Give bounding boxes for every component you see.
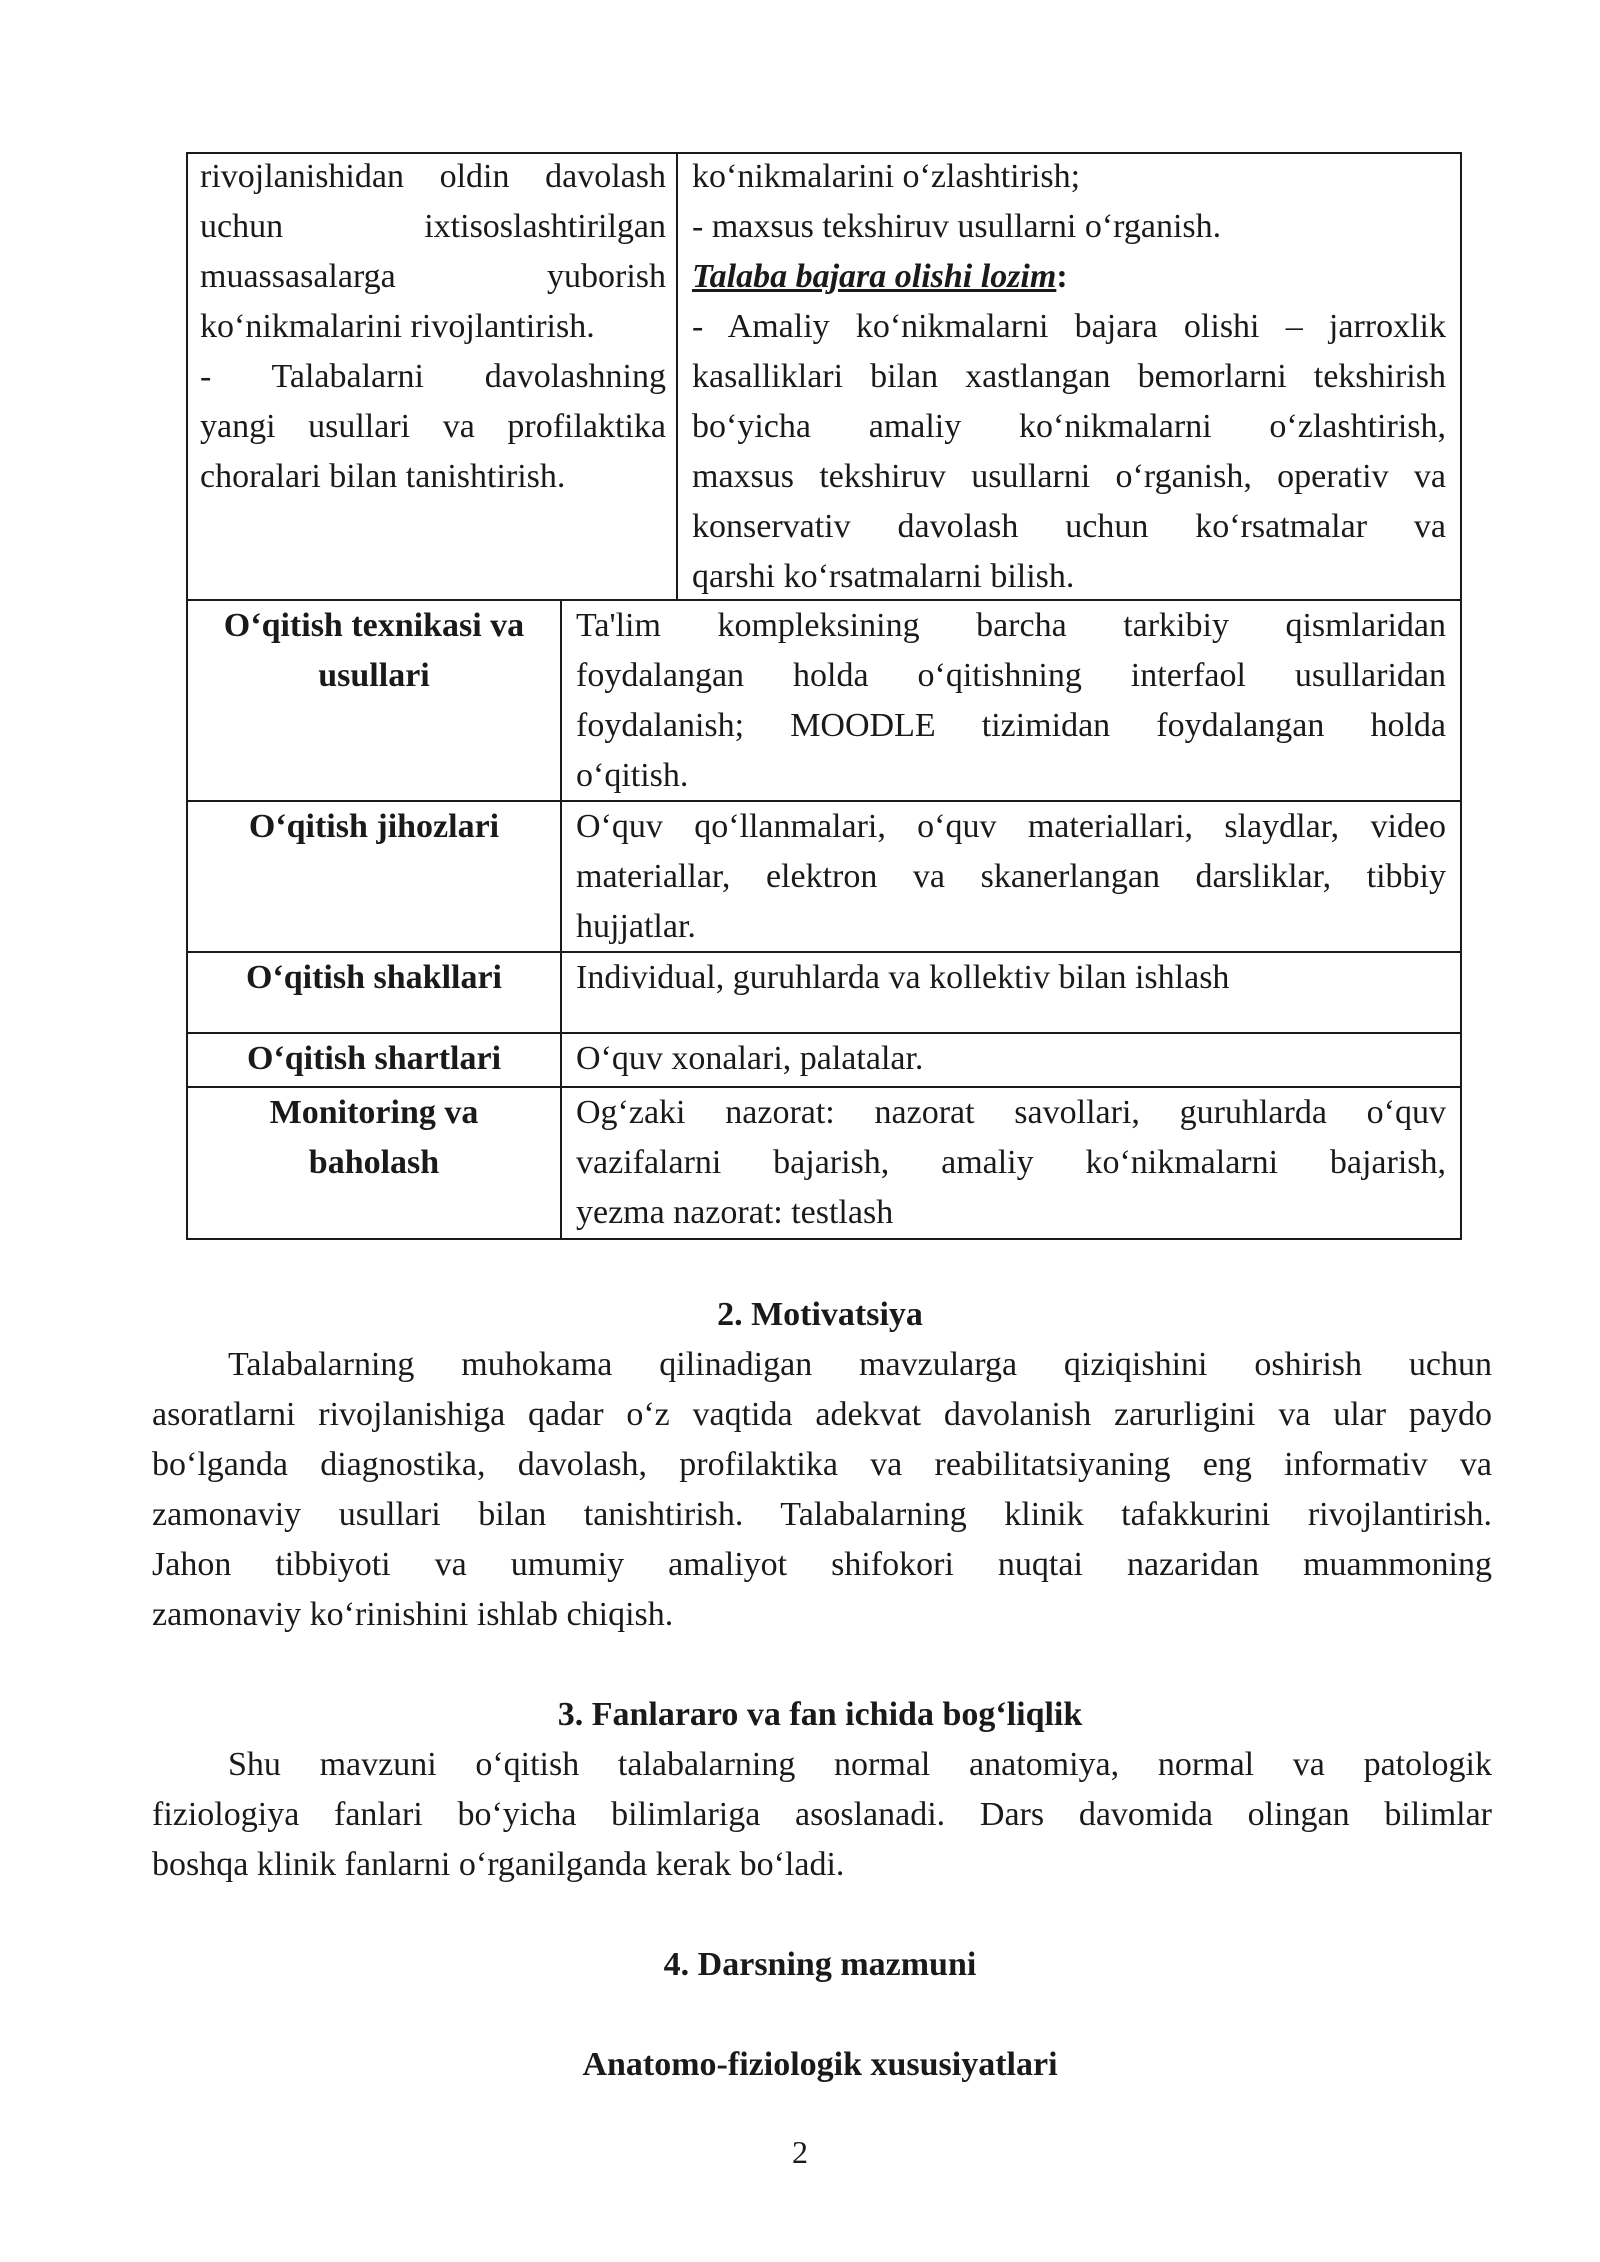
paragraph-interdisciplinary xyxy=(152,1740,1492,1890)
text-line: bo‘yicha amaliy ko‘nikmalarni o‘zlashtirish, xyxy=(692,408,1446,445)
row-value-equipment xyxy=(576,802,1446,952)
text-line: zamonaviy ko‘rinishini ishlab chiqish. xyxy=(152,1596,674,1633)
text-line: fiziologiya fanlari bo‘yicha bilimlariga asoslanadi. Dars davomida olingan bilimlar xyxy=(152,1796,1492,1833)
section-heading-interdisciplinary: 3. Fanlararo va fan ichida bog‘liqlik xyxy=(557,1696,1083,1733)
row-value-conditions xyxy=(576,1034,1446,1084)
table-rule-bottom xyxy=(186,1238,1462,1240)
text-line: - maxsus tekshiruv usullarni o‘rganish. xyxy=(692,208,1222,245)
table-rule-right xyxy=(1460,152,1462,1240)
text-line: vazifalarni bajarish, amaliy ko‘nikmalarni bajarish, xyxy=(576,1144,1446,1181)
text-line: Og‘zaki nazorat: nazorat savollari, guruhlarda o‘quv xyxy=(576,1094,1446,1131)
text-line: Ta'lim kompleksining barcha tarkibiy qismlaridan xyxy=(576,607,1446,644)
paragraph-motivation xyxy=(152,1340,1492,1640)
text-line: asoratlarni rivojlanishiga qadar o‘z vaqtida adekvat davolanish zarurligini va ular paydo xyxy=(152,1396,1492,1433)
text-line: yangi usullari va profilaktika xyxy=(200,408,666,445)
text-line: muassasalarga yuborish xyxy=(200,258,666,295)
label-line: O‘qitish texnikasi va xyxy=(223,607,525,644)
text-line: Jahon tibbiyoti va umumiy amaliyot shifokori nuqtai nazaridan muammoning xyxy=(152,1546,1492,1583)
text-line: choralari bilan tanishtirish. xyxy=(200,458,566,495)
section-heading-content: 4. Darsning mazmuni xyxy=(663,1946,977,1983)
text-line: zamonaviy usullari bilan tanishtirish. Talabalarning klinik tafakkurini rivojlantirish. xyxy=(152,1496,1492,1533)
text-line: qarshi ko‘rsatmalarni bilish. xyxy=(692,558,1075,595)
text-line: hujjatlar. xyxy=(576,908,696,945)
cell-top-right xyxy=(692,152,1446,602)
label-line: usullari xyxy=(318,657,430,694)
cell-top-left xyxy=(200,152,666,502)
label-line: O‘qitish shakllari xyxy=(245,959,502,996)
text-line: foydalanish; MOODLE tizimidan foydalangan holda xyxy=(576,707,1446,744)
text-line: materiallar, elektron va skanerlangan darsliklar, tibbiy xyxy=(576,858,1446,895)
must-do-heading-text: Talaba bajara olishi lozim xyxy=(692,258,1057,295)
label-line: O‘qitish shartlari xyxy=(246,1040,502,1077)
text-line: foydalangan holda o‘qitishning interfaol usullaridan xyxy=(576,657,1446,694)
text-line: uchun ixtisoslashtirilgan xyxy=(200,208,666,245)
text-line: rivojlanishidan oldin davolash xyxy=(200,158,666,195)
must-do-heading xyxy=(692,252,1446,302)
text-line: yezma nazorat: testlash xyxy=(576,1194,894,1231)
row-value-monitoring xyxy=(576,1088,1446,1238)
table-rule-top-divider xyxy=(676,152,678,601)
text-line: bo‘lganda diagnostika, davolash, profilaktika va reabilitatsiyaning eng informativ va xyxy=(152,1446,1492,1483)
text-line: - Amaliy ko‘nikmalarni bajara olishi – jarroxlik xyxy=(692,308,1446,345)
row-label-equipment xyxy=(188,802,560,852)
text-line: boshqa klinik fanlarni o‘rganilganda kerak bo‘ladi. xyxy=(152,1846,845,1883)
section-heading-motivation: 2. Motivatsiya xyxy=(717,1296,923,1333)
subheading-anatomy: Anatomo-fiziologik xususiyatlari xyxy=(582,2046,1058,2083)
text-line: o‘qitish. xyxy=(576,757,689,794)
text-line: O‘quv qo‘llanmalari, o‘quv materiallari, slaydlar, video xyxy=(576,808,1446,845)
text-line: ko‘nikmalarini o‘zlashtirish; xyxy=(692,158,1081,195)
text-line: O‘quv xonalari, palatalar. xyxy=(576,1040,924,1077)
course-info-table xyxy=(186,152,1462,1240)
text-line: ko‘nikmalarini rivojlantirish. xyxy=(200,308,595,345)
text-line: maxsus tekshiruv usullarni o‘rganish, operativ va xyxy=(692,458,1446,495)
row-value-teaching-methods xyxy=(576,601,1446,801)
text-line: kasalliklari bilan xastlangan bemorlarni tekshirish xyxy=(692,358,1446,395)
text-line: Shu mavzuni o‘qitish talabalarning normal anatomiya, normal va patologik xyxy=(228,1746,1492,1783)
row-value-forms xyxy=(576,953,1446,1003)
row-label-conditions xyxy=(188,1034,560,1084)
table-rule-label-divider xyxy=(560,599,562,1240)
label-line: O‘qitish jihozlari xyxy=(248,808,500,845)
page-number: 2 xyxy=(792,2134,808,2170)
row-label-forms xyxy=(188,953,560,1003)
text-line: konservativ davolash uchun ko‘rsatmalar va xyxy=(692,508,1446,545)
row-label-monitoring xyxy=(188,1088,560,1188)
label-line: baholash xyxy=(308,1144,440,1181)
row-label-teaching-methods xyxy=(188,601,560,701)
label-line: Monitoring va xyxy=(269,1094,479,1131)
text-line: Individual, guruhlarda va kollektiv bilan ishlash xyxy=(576,959,1230,996)
must-do-heading-colon: : xyxy=(1056,258,1068,295)
text-line: Talabalarning muhokama qilinadigan mavzularga qiziqishini oshirish uchun xyxy=(228,1346,1492,1383)
text-line: - Talabalarni davolashning xyxy=(200,358,666,395)
